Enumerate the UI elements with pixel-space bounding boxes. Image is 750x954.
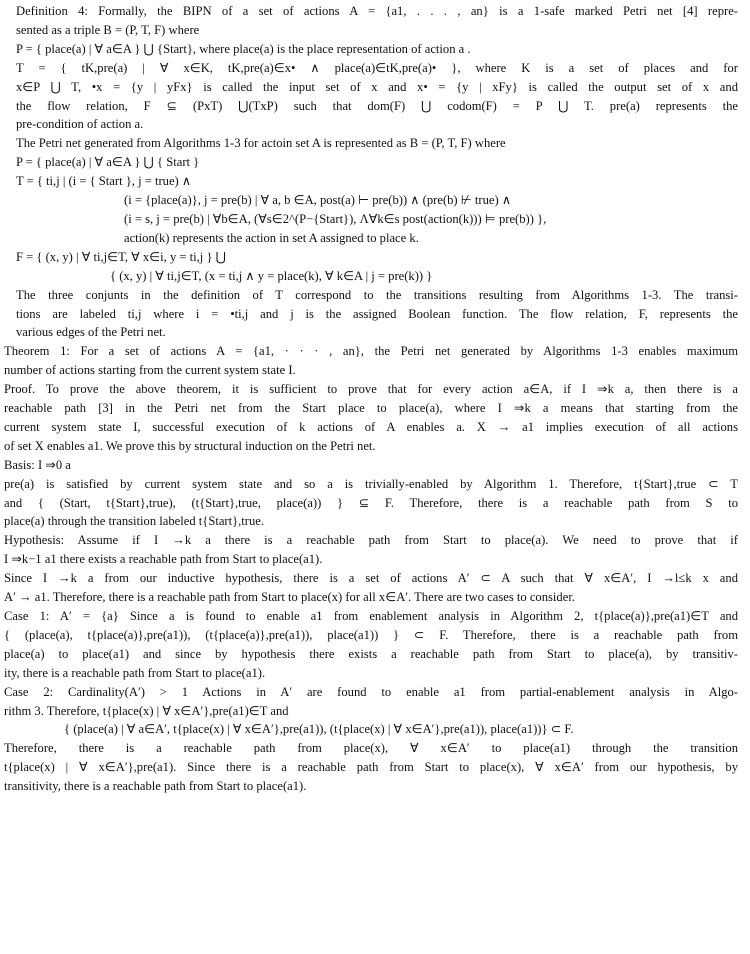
since-line-2: A′ → a1. Therefore, there is a reachable path from Start to place(x) for all x∈A′. There are two cases to consider. [4,590,575,605]
therefore-line-1: Therefore, there is a reachable path from place(x), ∀ x∈A′ to place(a1) through the transition [4,741,738,756]
t-generated-line-1: T = { ti,j | (i = { Start }, j = true) ∧ [16,174,192,189]
precondition-line: pre-condition of action a. [16,117,144,132]
basis-line-3: place(a) through the transition labeled t{Start},true. [4,514,265,529]
p-definition-line: P = { place(a) | ∀ a∈A } ⋃ {Start}, where place(a) is the place representation of action a . [16,41,471,56]
basis-line-2: and { (Start, t{Start},true), (t{Start},true, place(a)) } ⊆ F. Therefore, there is a reachable path from S to [4,495,738,510]
therefore-line-3: transitivity, there is a reachable path from Start to place(a1). [4,779,307,794]
conjuncts-line-3: various edges of the Petri net. [16,325,166,340]
proof-line-2: reachable path [3] in the Petri net from the Start place to place(a), where I ⇒k a means that starting from the [4,401,738,416]
p-generated-line: P = { place(a) | ∀ a∈A } ⋃ { Start } [16,155,200,170]
therefore-line-2: t{place(x) | ∀ x∈A′},pre(a1). Since there is a reachable path from Start to place(x), ∀ x∈A′ from our hypothesis, by [4,760,738,775]
case2-line-1: Case 2: Cardinality(A′) > 1 Actions in A′ are found to enable a1 from partial-enablement analysis in Algo- [4,684,738,699]
t-generated-line-3: (i = s, j = pre(b) | ∀b∈A, (∀s∈2^(P−{Start}), Λ∀k∈s post(action(k))) ⊨ pre(b)) }, [124,211,547,226]
f-generated-line-2: { (x, y) | ∀ ti,j∈T, (x = ti,j ∧ y = place(k), ∀ k∈A | j = pre(k)) } [110,268,433,283]
theorem-line-1: Theorem 1: For a set of actions A = {a1, · · · , an}, the Petri net generated by Algorithms 1-3 enables maximum [4,344,738,359]
theorem-line-2: number of actions starting from the current system state I. [4,363,296,378]
conjuncts-line-2: tions are labeled ti,j where i = •ti,j and j is the assigned Boolean function. The flow relation, F, represents the [16,306,738,321]
basis-line: Basis: I ⇒0 a [4,457,71,472]
proof-line-4: of set X enables a1. We prove this by structural induction on the Petri net. [4,438,376,453]
hypothesis-line-2: I ⇒k−1 a1 there exists a reachable path from Start to place(a1). [4,552,323,567]
hypothesis-line-1: Hypothesis: Assume if I →k a there is a reachable path from Start to place(a). We need to prove that if [4,533,738,548]
f-generated-line-1: F = { (x, y) | ∀ ti,j∈T, ∀ x∈i, y = ti,j } ⋃ [16,249,226,264]
case1-line-3: place(a) to place(a1) and since by hypothesis there exists a reachable path from Start to place(a), by transitiv- [4,646,738,661]
definition-triple-line: sented as a triple B = (P, T, F) where [16,22,200,37]
generated-net-line: The Petri net generated from Algorithms 1-3 for actoin set A is represented as B = (P, T, F) where [16,136,506,151]
proof-line-3: current system state I, successful execution of k actions of A enables a. X → a1 implies execution of all actions [4,419,738,434]
conjuncts-line-1: The three conjunts in the definition of T correspond to the transitions resulting from Algorithms 1-3. The transi- [16,287,738,302]
case2-line-3: { (place(a) | ∀ a∈A′, t{place(x) | ∀ x∈A′},pre(a1)), (t{place(x) | ∀ x∈A′},pre(a1)), place(a1))} ⊂ F. [64,722,574,737]
case1-line-1: Case 1: A′ = {a} Since a is found to enable a1 from enablement analysis in Algorithm 2, t{place(a)},pre(a1)∈T and [4,609,738,623]
t-definition-line: T = { tK,pre(a) | ∀ x∈K, tK,pre(a)∈x• ∧ place(a)∈tK,pre(a)• }, where K is a set of places and for [16,60,738,75]
basis-line-1: pre(a) is satisfied by current system state and so a is trivially-enabled by Algorithm 1. Therefore, t{Start},true ⊂ T [4,476,738,491]
proof-line-1: Proof. To prove the above theorem, it is sufficient to prove that for every action a∈A, if I ⇒k a, then there is a [4,382,738,397]
since-line-1: Since I →k a from our inductive hypothesis, there is a set of actions A′ ⊂ A such that ∀ x∈A′, I →l≤k x and [4,571,738,586]
flow-relation-line: the flow relation, F ⊆ (PxT) ⋃(TxP) such that dom(F) ⋃ codom(F) = P ⋃ T. pre(a) represents the [16,98,738,113]
definition-title-line: Definition 4: Formally, the BIPN of a set of actions A = {a1, . . . , an} is a 1-safe marked Petri net [4] repre- [16,4,738,18]
input-output-set-line: x∈P ⋃ T, •x = {y | yFx} is called the input set of x and x• = {y | xFy} is called the output set of x and [16,79,738,94]
case2-line-2: rithm 3. Therefore, t{place(x) | ∀ x∈A′},pre(a1)∈T and [4,703,289,718]
case1-line-4: ity, there is a reachable path from Start to place(a1). [4,665,266,680]
t-generated-line-2: (i = {place(a)}, j = pre(b) | ∀ a, b ∈A, post(a) ⊢ pre(b)) ∧ (pre(b) ⊬ true) ∧ [124,193,512,208]
case1-line-2: { (place(a), t{place(a)},pre(a1)), (t{place(a)},pre(a1)), place(a1)) } ⊂ F. Therefore, there is a reachable path from [4,627,738,642]
action-k-line: action(k) represents the action in set A assigned to place k. [124,230,419,245]
